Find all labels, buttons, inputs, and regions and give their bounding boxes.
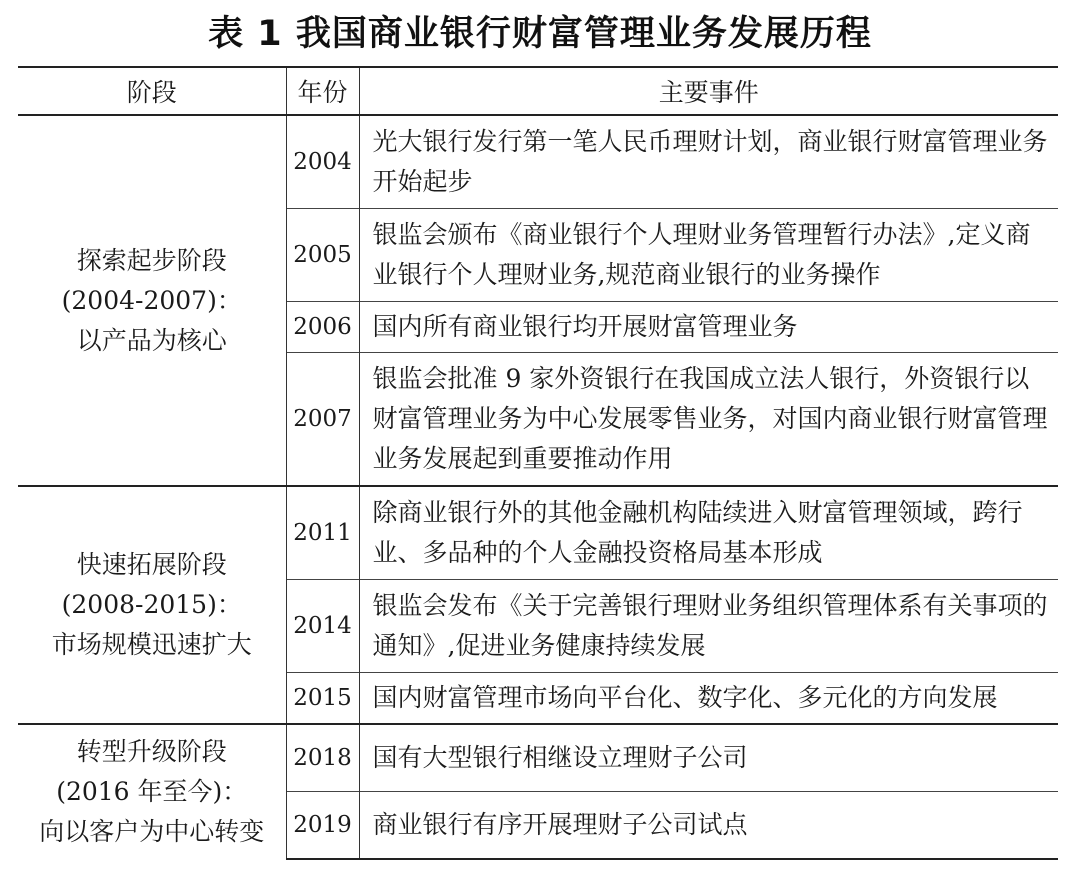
year-cell: 2011 — [286, 486, 359, 580]
year-cell: 2007 — [286, 353, 359, 487]
year-cell: 2018 — [286, 724, 359, 792]
history-table — [18, 66, 1058, 860]
stage-cell — [18, 486, 286, 724]
event-cell: 国内财富管理市场向平台化、数字化、多元化的方向发展 — [359, 673, 1058, 725]
event-cell: 国有大型银行相继设立理财子公司 — [359, 724, 1058, 792]
stage-name: 探索起步阶段 — [76, 245, 227, 275]
stage-cell — [18, 115, 286, 486]
stage-period: (2004-2007)： — [61, 285, 242, 315]
stage-name: 转型升级阶段 — [76, 737, 227, 766]
event-cell: 商业银行有序开展理财子公司试点 — [359, 792, 1058, 860]
event-cell: 银监会颁布《商业银行个人理财业务管理暂行办法》,定义商业银行个人理财业务,规范商业银行的业务操作 — [359, 209, 1058, 302]
header-event: 主要事件 — [359, 67, 1058, 115]
event-cell: 除商业银行外的其他金融机构陆续进入财富管理领域，跨行业、多品种的个人金融投资格局基本形成 — [359, 486, 1058, 580]
table-row — [18, 724, 1058, 792]
table-title: 表 1 我国商业银行财富管理业务发展历程 — [208, 14, 872, 54]
stage-focus: 以产品为核心 — [76, 325, 227, 355]
stage-name: 快速拓展阶段 — [76, 550, 227, 579]
event-cell: 国内所有商业银行均开展财富管理业务 — [359, 302, 1058, 353]
event-cell: 银监会批准 9 家外资银行在我国成立法人银行，外资银行以财富管理业务为中心发展零售业务，对国内商业银行财富管理业务发展起到重要推动作用 — [359, 353, 1058, 487]
year-cell: 2004 — [286, 115, 359, 209]
event-cell: 光大银行发行第一笔人民币理财计划，商业银行财富管理业务开始起步 — [359, 115, 1058, 209]
header-row — [18, 67, 1058, 115]
table-row — [18, 486, 1058, 580]
year-cell: 2014 — [286, 580, 359, 673]
year-cell: 2019 — [286, 792, 359, 860]
stage-period: (2016 年至今)： — [56, 777, 248, 806]
year-cell: 2005 — [286, 209, 359, 302]
event-cell: 银监会发布《关于完善银行理财业务组织管理体系有关事项的通知》,促进业务健康持续发展 — [359, 580, 1058, 673]
stage-period: (2008-2015)： — [61, 590, 242, 619]
year-cell: 2015 — [286, 673, 359, 725]
stage-cell — [18, 724, 286, 859]
header-stage: 阶段 — [18, 67, 286, 115]
table-row — [18, 115, 1058, 209]
stage-focus: 市场规模迅速扩大 — [51, 630, 252, 659]
header-year: 年份 — [286, 67, 359, 115]
stage-focus: 向以客户为中心转变 — [39, 817, 265, 846]
year-cell: 2006 — [286, 302, 359, 353]
